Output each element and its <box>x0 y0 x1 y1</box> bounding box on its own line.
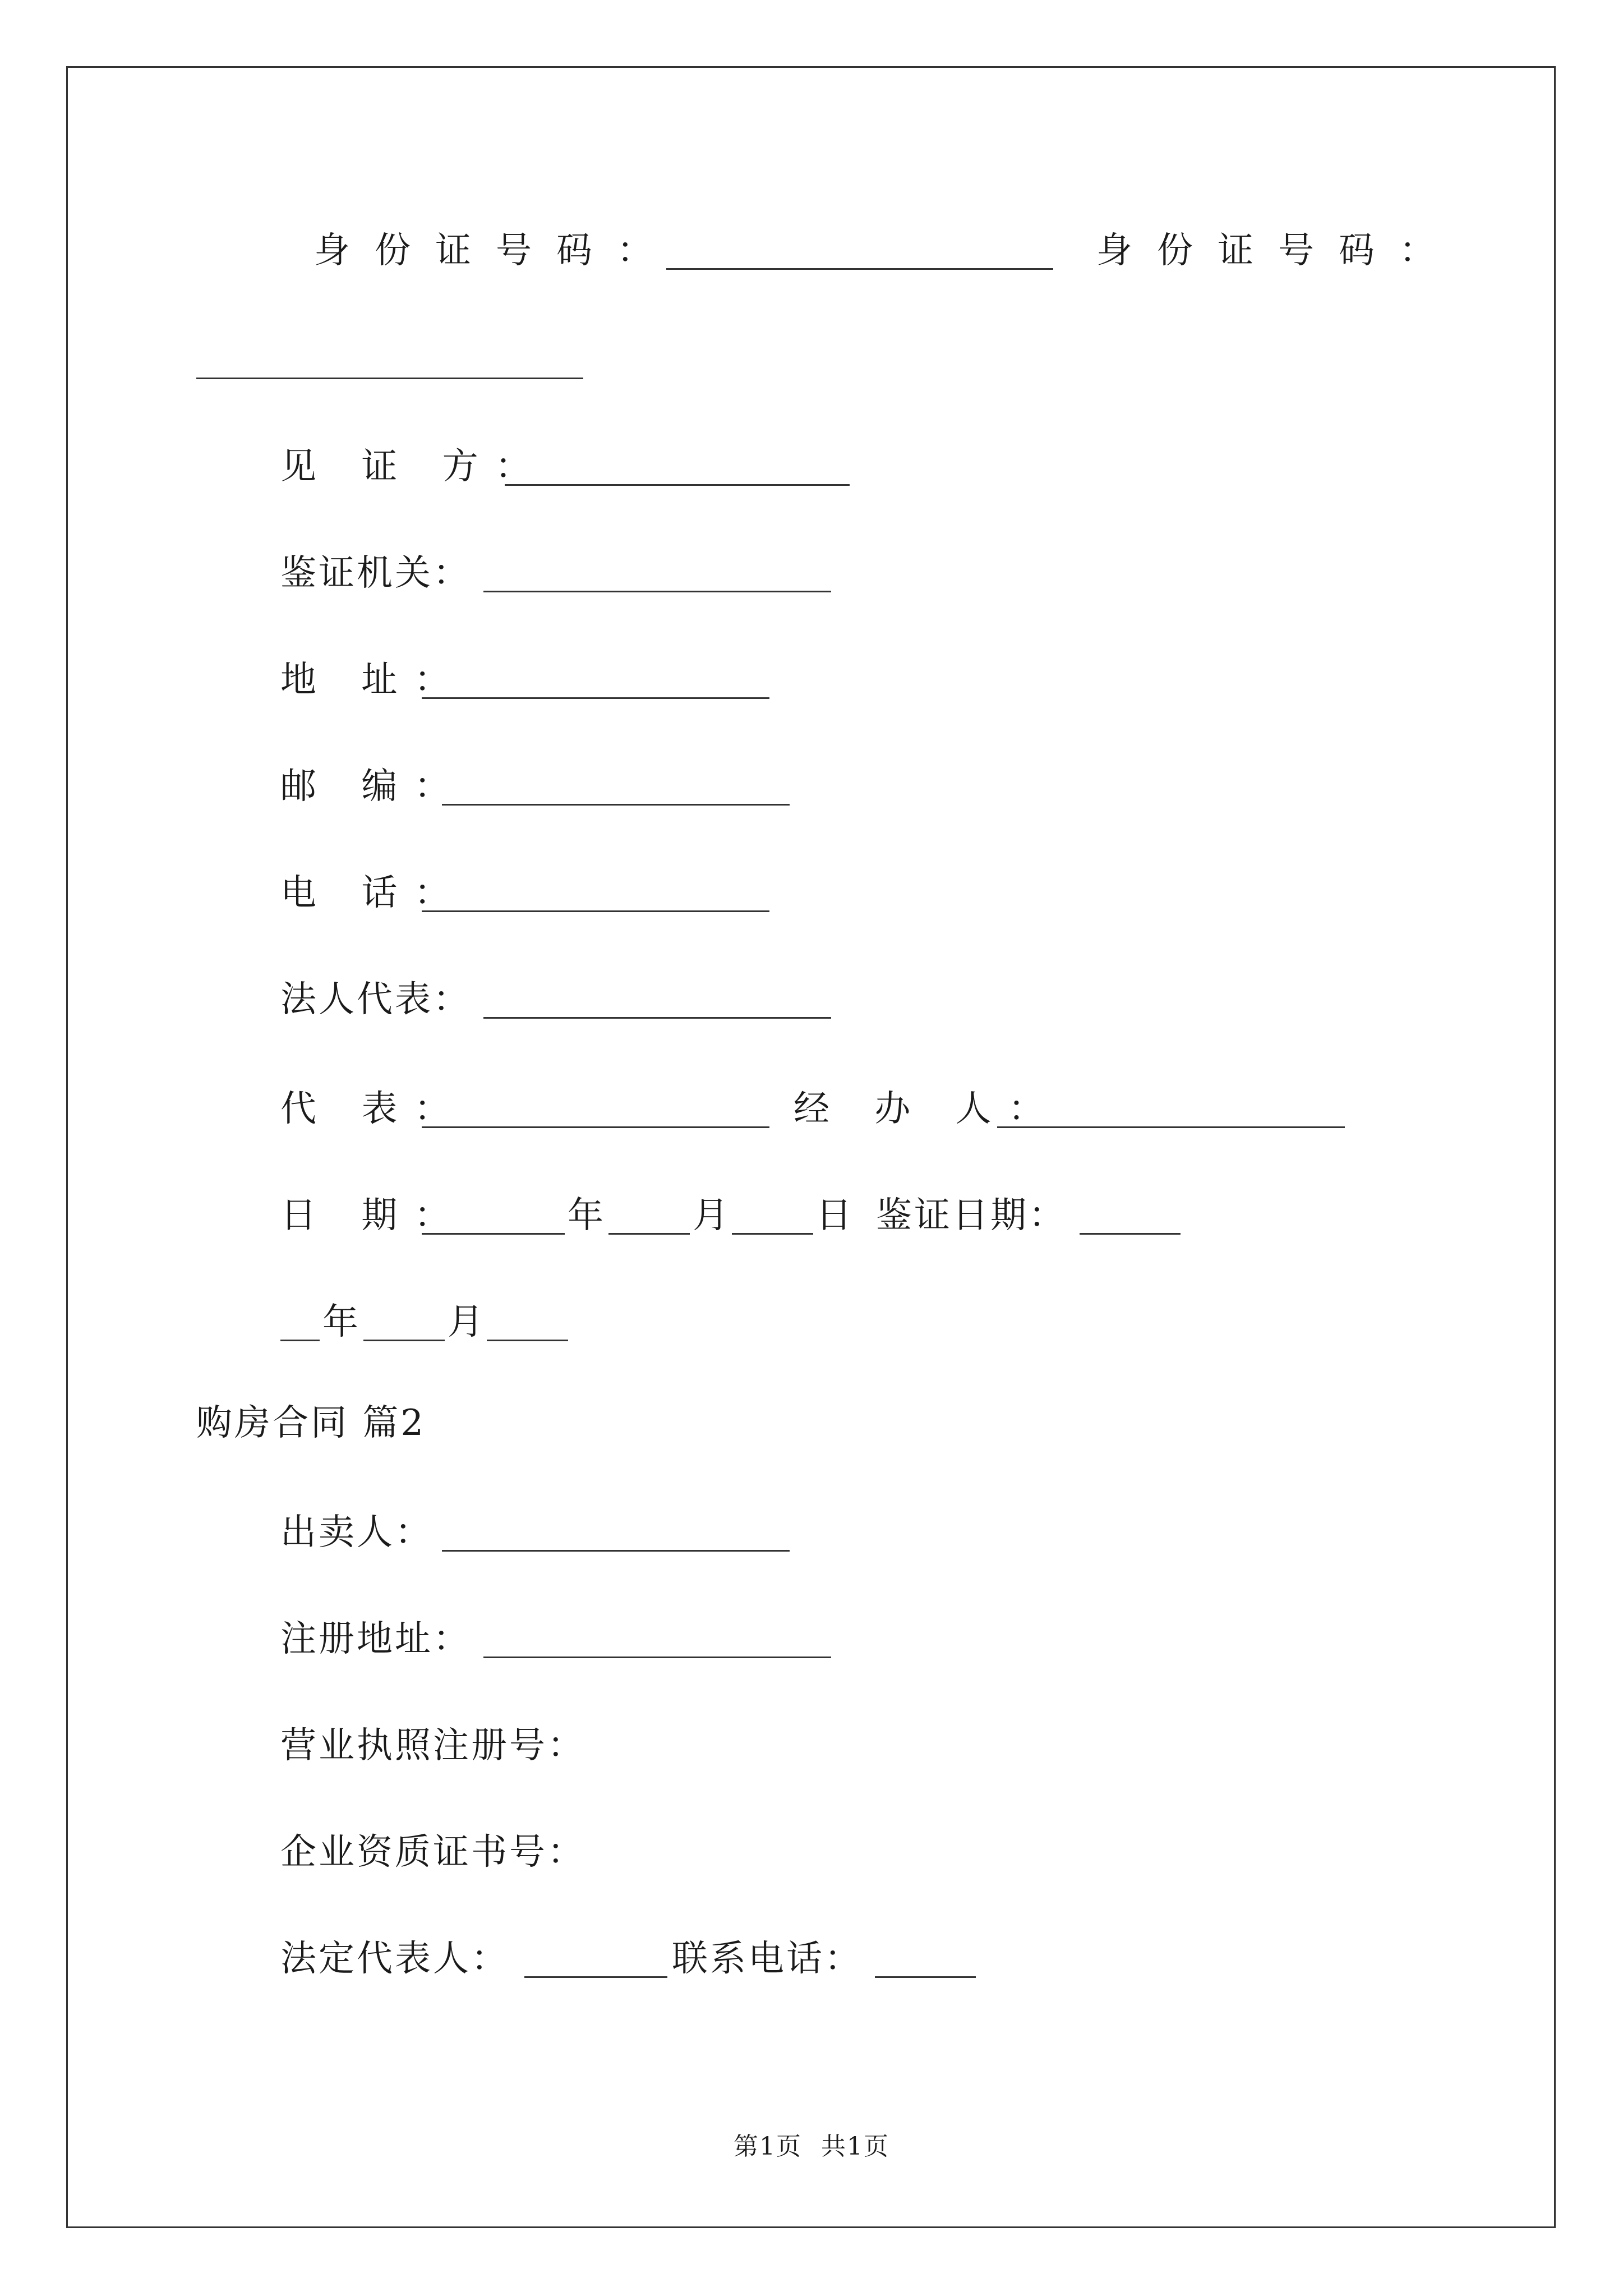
seller-label: 出卖人： <box>280 1512 433 1553</box>
day-unit: 日 <box>816 1195 854 1236</box>
legal-person-row <box>280 1938 509 1980</box>
authority-row <box>280 553 471 594</box>
witness-label: 见 证 方： <box>280 446 548 487</box>
year-unit: 年 <box>568 1195 606 1236</box>
date-month-text <box>693 1195 731 1236</box>
month-unit: 月 <box>693 1195 731 1236</box>
postcode-blank[interactable] <box>442 771 790 806</box>
date-month-blank[interactable] <box>608 1200 690 1235</box>
verify-date-year-blank[interactable] <box>1080 1200 1181 1235</box>
qualification-label: 企业资质证书号： <box>280 1832 585 1873</box>
license-label: 营业执照注册号： <box>280 1725 585 1766</box>
legal-rep-blank[interactable] <box>483 984 831 1019</box>
phone-label: 电 话： <box>280 872 467 914</box>
id-number-label-1: 身份证号码： <box>314 230 677 272</box>
verify-year-blank-cont[interactable] <box>280 1307 320 1341</box>
qualification-row <box>280 1832 585 1873</box>
seller-row <box>280 1512 433 1553</box>
legal-person-blank[interactable] <box>524 1944 667 1978</box>
id-number-label-2: 身份证号码： <box>1096 230 1460 272</box>
page-number: 第1页 共1页 <box>734 2132 889 2161</box>
handler-blank[interactable] <box>997 1094 1345 1128</box>
date-year-text <box>568 1195 606 1236</box>
date-year-blank[interactable] <box>422 1200 565 1235</box>
cont-month-unit: 月 <box>448 1301 486 1343</box>
license-row <box>280 1725 585 1766</box>
date-label: 日 期： <box>280 1195 467 1236</box>
verify-month-blank[interactable] <box>363 1307 445 1341</box>
reg-address-row <box>280 1618 471 1660</box>
cont-year-text <box>322 1301 361 1343</box>
legal-rep-label: 法人代表： <box>280 979 471 1020</box>
authority-blank[interactable] <box>483 558 831 592</box>
cont-year-unit: 年 <box>322 1301 361 1343</box>
id-number-blank-2[interactable] <box>196 345 583 379</box>
contact-phone-label: 联系电话： <box>672 1938 863 1980</box>
legal-rep-row <box>280 979 471 1020</box>
page-footer <box>0 2126 1623 2162</box>
witness-blank[interactable] <box>505 452 850 486</box>
address-label: 地 址： <box>280 659 467 701</box>
verify-date-label: 鉴证日期： <box>876 1195 1067 1236</box>
rep-label: 代 表： <box>280 1088 467 1130</box>
verify-day-blank[interactable] <box>487 1307 568 1341</box>
legal-person-label: 法定代表人： <box>280 1938 509 1980</box>
date-day-blank[interactable] <box>732 1200 813 1235</box>
id-number-blank-1[interactable] <box>666 236 1053 270</box>
rep-blank[interactable] <box>422 1094 769 1128</box>
verify-date-row <box>876 1195 1067 1236</box>
contact-phone-row <box>672 1938 863 1980</box>
postcode-label: 邮 编： <box>280 766 467 807</box>
date-day-text <box>816 1195 854 1236</box>
handler-label: 经 办 人： <box>794 1088 1061 1130</box>
cont-month-text <box>448 1301 486 1343</box>
page-border <box>66 66 1556 2228</box>
contact-phone-blank[interactable] <box>875 1944 976 1978</box>
section-title-text: 购房合同 篇2 <box>196 1402 426 1444</box>
reg-address-blank[interactable] <box>483 1624 831 1658</box>
phone-blank[interactable] <box>422 878 769 912</box>
postcode-row <box>280 766 467 807</box>
seller-blank[interactable] <box>442 1517 790 1552</box>
authority-label: 鉴证机关： <box>280 553 471 594</box>
address-blank[interactable] <box>422 665 769 699</box>
id-number-row <box>314 230 677 272</box>
id-number-row-2 <box>1096 230 1460 272</box>
reg-address-label: 注册地址： <box>280 1618 471 1660</box>
section-title <box>196 1402 426 1444</box>
